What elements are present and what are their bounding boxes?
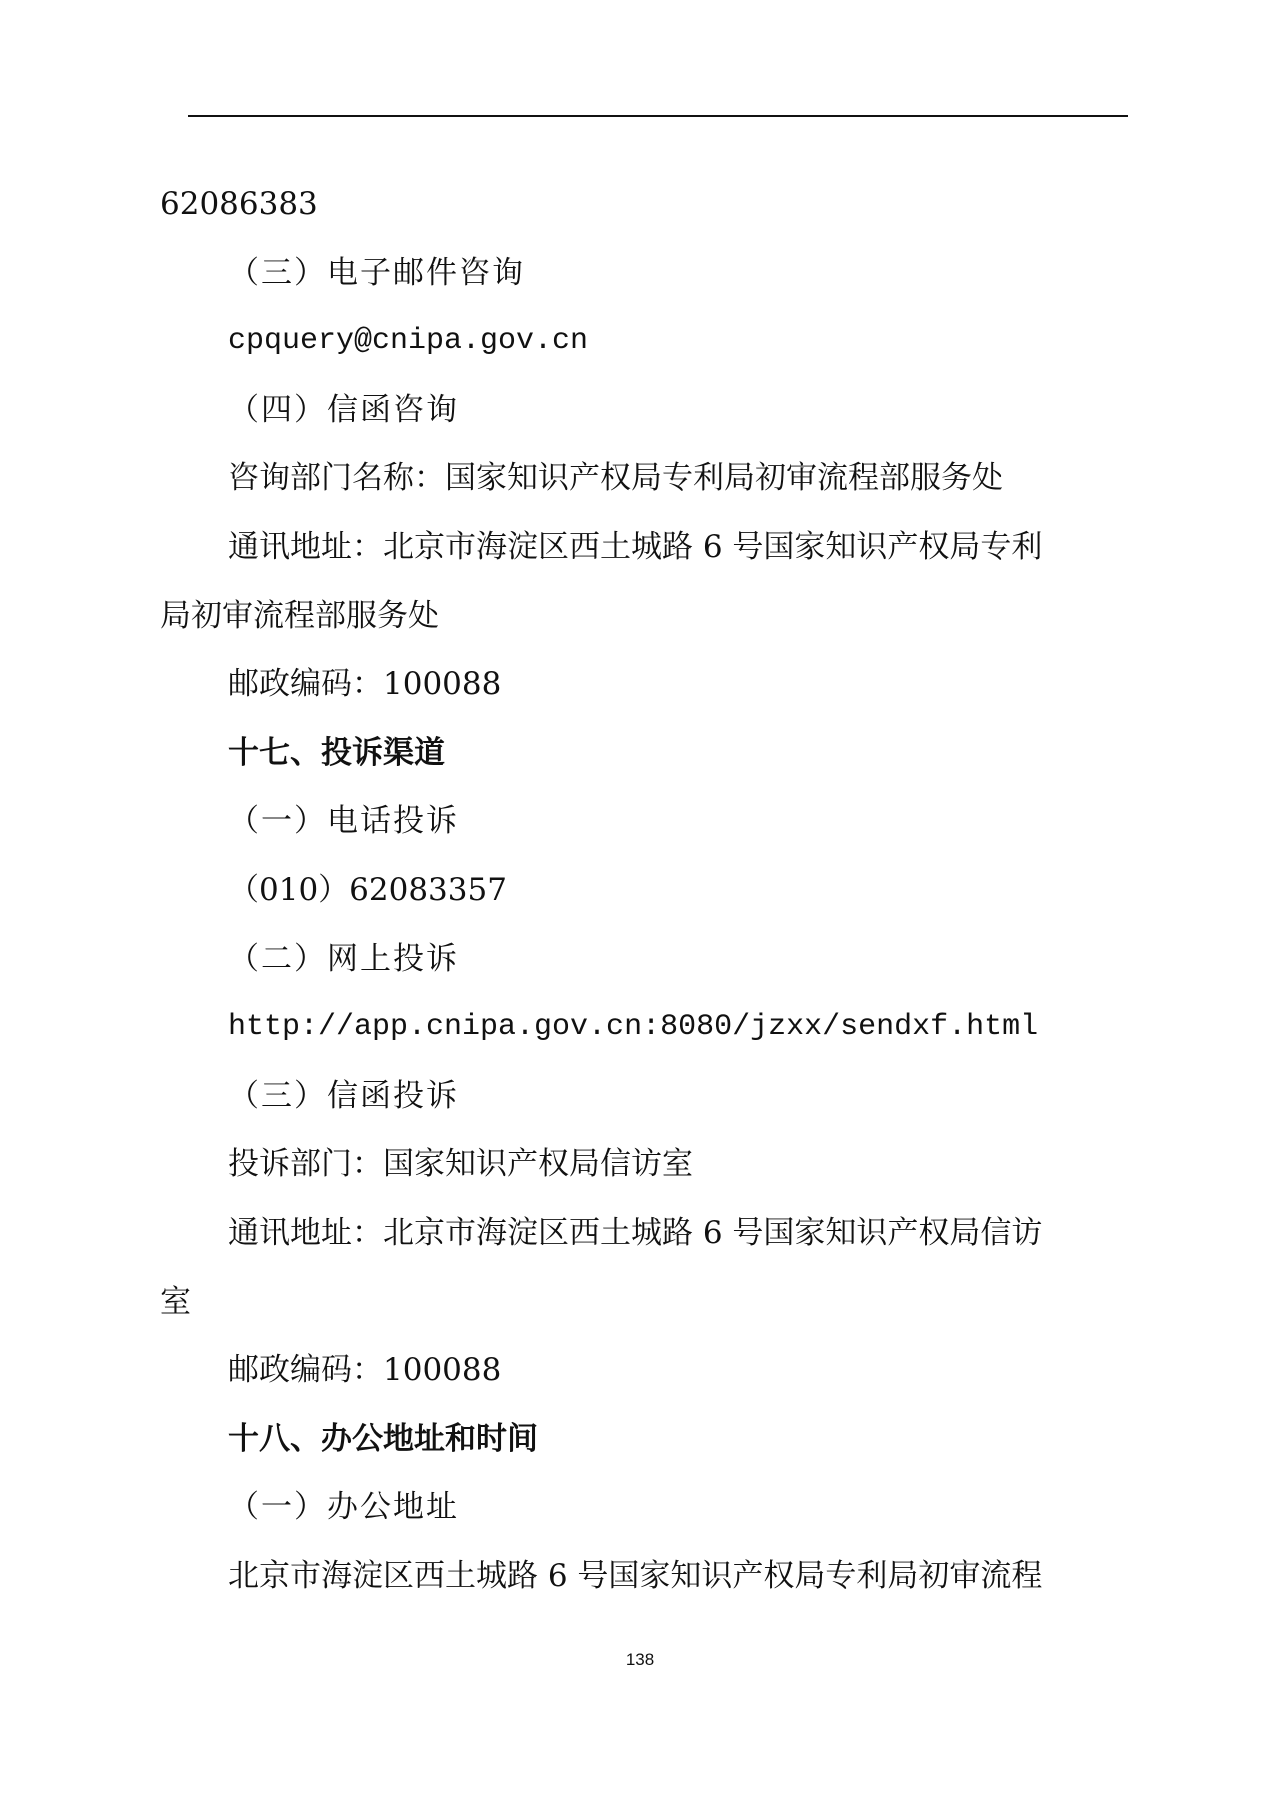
complaint-mailing-address-continuation: 室 (160, 1283, 191, 1320)
section-heading-office-address-hours: 十八、办公地址和时间 (228, 1420, 538, 1457)
complaint-mailing-address: 通讯地址：北京市海淀区西土城路 6 号国家知识产权局信访 (228, 1214, 1043, 1251)
subheading-office-address: （一）办公地址 (228, 1489, 459, 1526)
subheading-phone-complaint: （一）电话投诉 (228, 803, 459, 840)
subheading-letter-complaint: （三）信函投诉 (228, 1077, 459, 1114)
complaint-phone-number: （010）62083357 (228, 871, 507, 908)
complaint-department: 投诉部门：国家知识产权局信访室 (228, 1146, 693, 1183)
subheading-online-complaint: （二）网上投诉 (228, 940, 459, 977)
subheading-letter-consult: （四）信函咨询 (228, 391, 459, 428)
email-address-link[interactable]: cpquery@cnipa.gov.cn (228, 324, 589, 359)
consult-postal-code: 邮政编码：100088 (228, 666, 502, 703)
consult-mailing-address-continuation: 局初审流程部服务处 (160, 597, 439, 634)
section-heading-complaint-channels: 十七、投诉渠道 (228, 734, 445, 771)
consult-mailing-address: 通讯地址：北京市海淀区西土城路 6 号国家知识产权局专利 (228, 528, 1043, 565)
office-address: 北京市海淀区西土城路 6 号国家知识产权局专利局初审流程 (228, 1557, 1043, 1594)
complaint-postal-code: 邮政编码：100088 (228, 1352, 502, 1389)
header-rule (188, 115, 1128, 117)
consult-phone-continuation: 62086383 (160, 186, 318, 222)
complaint-url-link[interactable]: http://app.cnipa.gov.cn:8080/jzxx/sendxf.html (228, 1010, 1039, 1045)
page-body (160, 170, 1128, 1610)
consult-department-name: 咨询部门名称：国家知识产权局专利局初审流程部服务处 (228, 460, 1003, 497)
subheading-email-consult: （三）电子邮件咨询 (228, 254, 525, 291)
page-number: 138 (625, 1650, 655, 1669)
